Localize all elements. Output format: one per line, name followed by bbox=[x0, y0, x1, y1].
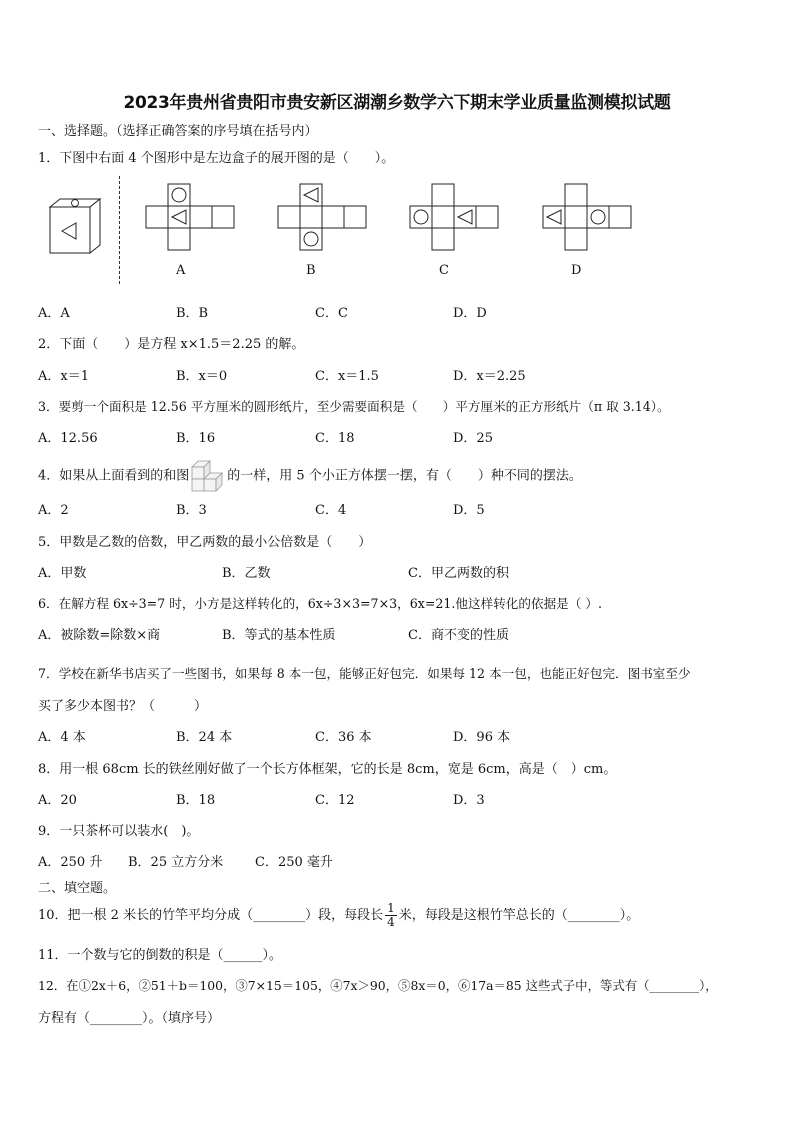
fraction-denominator: 4 bbox=[387, 915, 395, 929]
question-10-text-a: 10．把一根 2 米长的竹竿平均分成（________）段，每段长 bbox=[38, 908, 384, 923]
net-label-b: B bbox=[306, 263, 316, 278]
question-7-line-2: 买了多少本图书？（ ） bbox=[38, 699, 208, 714]
question-11: 11．一个数与它的倒数的积是（______）。 bbox=[38, 948, 283, 963]
question-6: 6．在解方程 6x÷3=7 时，小方是这样转化的，6x÷3×3=7×3，6x=21.他这样转化的依据是（ ）. bbox=[38, 596, 602, 611]
q8-option-d[interactable]: D．3 bbox=[453, 793, 485, 808]
q4-option-b[interactable]: B．3 bbox=[176, 503, 207, 518]
net-c bbox=[409, 183, 503, 253]
q2-option-b[interactable]: B．x＝0 bbox=[176, 369, 228, 384]
q4-option-d[interactable]: D．5 bbox=[453, 503, 485, 518]
q6-option-c[interactable]: C．商不变的性质 bbox=[408, 628, 509, 643]
q3-option-c[interactable]: C．18 bbox=[315, 431, 355, 446]
q9-option-a[interactable]: A．250 升 bbox=[38, 855, 103, 870]
q2-option-a[interactable]: A．x＝1 bbox=[38, 369, 89, 384]
question-12-line-1: 12．在①2x＋6，②51＋b＝100，③7×15＝105，④7x＞90，⑤8x＝0，⑥17a＝85 这些式子中，等式有（________）， bbox=[38, 978, 718, 993]
q8-option-b[interactable]: B．18 bbox=[176, 793, 216, 808]
q1-option-d[interactable]: D．D bbox=[453, 306, 487, 321]
question-4-text-b: 的一样，用 5 个小正方体摆一摆，有（ ）种不同的摆法。 bbox=[227, 468, 582, 484]
q5-option-c[interactable]: C．甲乙两数的积 bbox=[408, 566, 509, 581]
q6-option-a[interactable]: A．被除数=除数×商 bbox=[38, 628, 161, 643]
question-8: 8．用一根 68cm 长的铁丝刚好做了一个长方体框架，它的长是 8cm，宽是 6cm，高是（ ）cm。 bbox=[38, 762, 617, 777]
q8-option-a[interactable]: A．20 bbox=[38, 793, 77, 808]
q4-option-a[interactable]: A．2 bbox=[38, 503, 69, 518]
question-10 bbox=[38, 901, 639, 931]
net-label-a: A bbox=[176, 263, 186, 278]
net-label-d: D bbox=[571, 263, 582, 278]
question-9: 9．一只茶杯可以装水( )。 bbox=[38, 824, 200, 839]
question-10-text-b: 米，每段是这根竹竿总长的（________）。 bbox=[398, 908, 640, 923]
q3-option-d[interactable]: D．25 bbox=[453, 431, 493, 446]
q3-option-b[interactable]: B．16 bbox=[176, 431, 216, 446]
question-4-text-a: 4．如果从上面看到的和图 bbox=[38, 468, 190, 484]
question-1: 1．下图中右面 4 个图形中是左边盒子的展开图的是（ ）。 bbox=[38, 151, 395, 166]
q5-option-b[interactable]: B．乙数 bbox=[222, 566, 271, 581]
question-3: 3．要剪一个面积是 12.56 平方厘米的圆形纸片，至少需要面积是（ ）平方厘米的正方形纸片（π 取 3.14）。 bbox=[38, 399, 670, 414]
question-4 bbox=[38, 459, 582, 493]
section-heading-fill: 二、填空题。 bbox=[38, 881, 117, 896]
question-12-line-2: 方程有（________）。（填序号） bbox=[38, 1011, 221, 1026]
q5-option-a[interactable]: A．甲数 bbox=[38, 566, 87, 581]
q1-option-c[interactable]: C．C bbox=[315, 306, 348, 321]
q7-option-a[interactable]: A．4 本 bbox=[38, 730, 86, 745]
q6-option-b[interactable]: B．等式的基本性质 bbox=[222, 628, 336, 643]
question-2: 2．下面（ ）是方程 x×1.5＝2.25 的解。 bbox=[38, 337, 305, 352]
net-label-c: C bbox=[439, 263, 449, 278]
q1-option-a[interactable]: A．A bbox=[38, 306, 70, 321]
fraction-one-quarter bbox=[385, 902, 397, 929]
question-7-line-1: 7．学校在新华书店买了一些图书，如果每 8 本一包，能够正好包完．如果每 12 本一包，也能正好包完．图书室至少 bbox=[38, 666, 691, 681]
net-b bbox=[277, 183, 371, 253]
box-figure bbox=[48, 197, 104, 257]
question-5: 5．甲数是乙数的倍数，甲乙两数的最小公倍数是（ ） bbox=[38, 535, 372, 550]
net-a bbox=[145, 183, 239, 253]
page-title: 2023年贵州省贵阳市贵安新区湖潮乡数学六下期末学业质量监测模拟试题 bbox=[123, 93, 671, 113]
q8-option-c[interactable]: C．12 bbox=[315, 793, 355, 808]
fraction-numerator: 1 bbox=[387, 901, 395, 915]
figure-divider bbox=[119, 176, 120, 284]
q9-option-b[interactable]: B．25 立方分米 bbox=[128, 855, 224, 870]
net-d bbox=[542, 183, 636, 253]
q7-option-b[interactable]: B．24 本 bbox=[176, 730, 233, 745]
q1-option-b[interactable]: B．B bbox=[176, 306, 209, 321]
q4-option-c[interactable]: C．4 bbox=[315, 503, 347, 518]
top-view-cubes-icon bbox=[190, 459, 226, 493]
q3-option-a[interactable]: A．12.56 bbox=[38, 431, 98, 446]
q2-option-d[interactable]: D．x＝2.25 bbox=[453, 369, 526, 384]
q7-option-d[interactable]: D．96 本 bbox=[453, 730, 511, 745]
section-heading-choice: 一、选择题。（选择正确答案的序号填在括号内） bbox=[38, 124, 318, 139]
q7-option-c[interactable]: C．36 本 bbox=[315, 730, 372, 745]
q9-option-c[interactable]: C．250 毫升 bbox=[255, 855, 333, 870]
q2-option-c[interactable]: C．x＝1.5 bbox=[315, 369, 379, 384]
